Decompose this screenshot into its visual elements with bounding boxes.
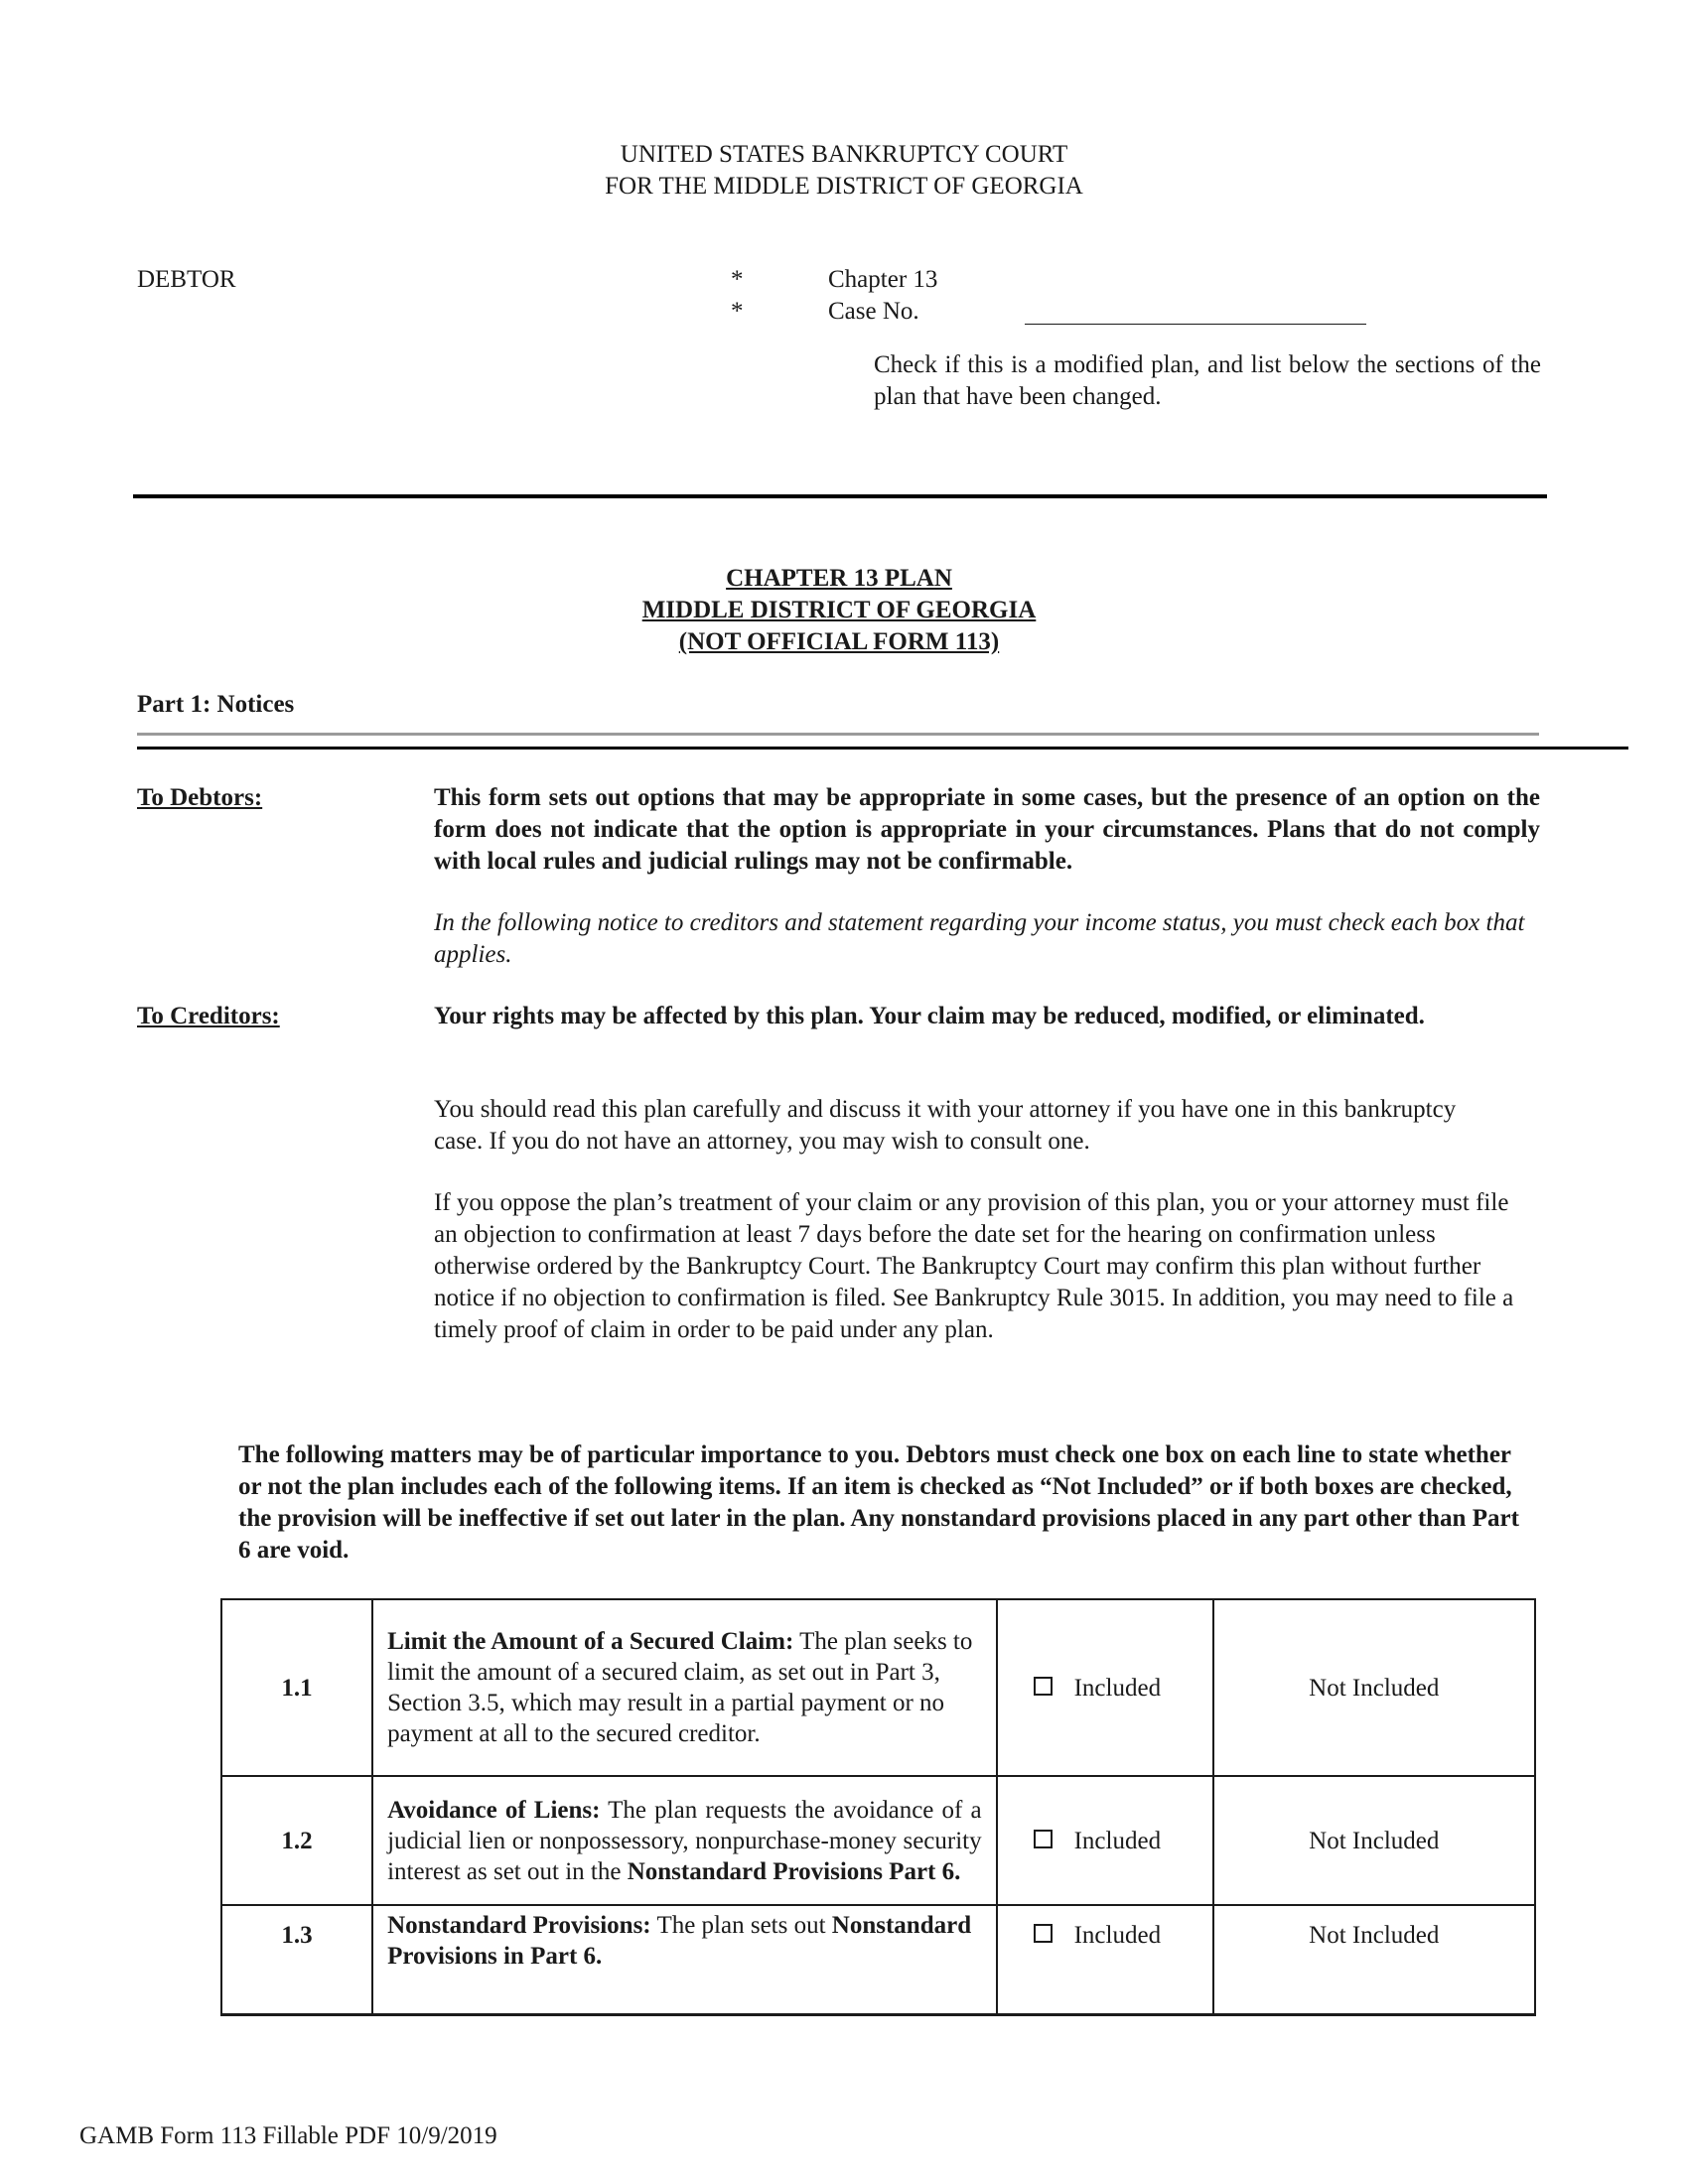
to-creditors-paragraph-2: If you oppose the plan’s treatment of your claim or any provision of this plan, you or your attorney must file an objection to confirmation at least 7 days before the date set for the hearing on confirmation unless otherwise ordered by the Bankruptcy Court. The Bankruptcy Court may confirm this plan without further notice if no objection to confirmation is filed. See Bankruptcy Rule 3015. In addition, you may need to file a timely proof of claim in order to be paid under any plan. [434, 1189, 1514, 1343]
included-label: Included [1073, 1674, 1162, 1702]
item-text: The plan requests the avoidance of a judicial lien or nonpossessory, nonpurchase-money security interest as set out in the [387, 1796, 982, 1885]
part1-rule [137, 747, 1628, 750]
included-checkbox[interactable] [1034, 1924, 1053, 1943]
case-number-field[interactable] [1025, 324, 1366, 325]
to-debtors-label: To Debtors: [137, 784, 263, 811]
included-label: Included [1073, 1922, 1162, 1949]
item-title: Limit the Amount of a Secured Claim: [387, 1628, 794, 1655]
table-row [221, 1599, 1535, 1776]
modified-plan-note: Check if this is a modified plan, and list below the sections of the plan that have been changed. [874, 351, 1541, 410]
to-creditors-paragraph-1: You should read this plan carefully and discuss it with your attorney if you have one in this bankruptcy case. If you do not have an attorney, you may wish to consult one. [434, 1096, 1457, 1155]
item-text: The plan seeks to limit the amount of a secured claim, as set out in Part 3, Section 3.5, which may result in a partial payment or no payment at all to the secured creditor. [387, 1628, 973, 1747]
matters-table [220, 1598, 1536, 2016]
court-header [0, 139, 1688, 203]
item-title: Nonstandard Provisions: [387, 1912, 651, 1939]
item-description [372, 1905, 997, 2014]
plan-title-line-2: MIDDLE DISTRICT OF GEORGIA [641, 597, 1037, 623]
caption-divider [133, 494, 1547, 498]
item-number: 1.1 [221, 1599, 372, 1776]
debtor-label: DEBTOR [137, 266, 236, 293]
to-creditors-label: To Creditors: [137, 1003, 280, 1029]
chapter-label: Chapter 13 [828, 266, 938, 293]
part1-grey-rule [137, 733, 1539, 736]
to-debtors-instructions: In the following notice to creditors and statement regarding your income status, you must check each box that applies. [434, 909, 1525, 968]
not-included-label: Not Included [1309, 1827, 1440, 1854]
to-debtors-text: This form sets out options that may be appropriate in some cases, but the presence of an option on the form does not indicate that the option is appropriate in your circumstances. Plans that do not comply with local rules and judicial rulings may not be confirmable. [434, 784, 1540, 875]
plan-title-line-3: (NOT OFFICIAL FORM 113) [678, 628, 1000, 655]
item-number: 1.2 [221, 1776, 372, 1905]
plan-title-line-1: CHAPTER 13 PLAN [726, 565, 952, 592]
caption-star-1: * [731, 266, 744, 293]
case-number-label: Case No. [828, 298, 919, 325]
caption-star-2: * [731, 298, 744, 325]
item-description [372, 1599, 997, 1776]
included-cell [997, 1776, 1213, 1905]
included-checkbox[interactable] [1034, 1677, 1053, 1696]
plan-title [0, 563, 1678, 658]
included-label: Included [1073, 1827, 1162, 1854]
part1-heading: Part 1: Notices [137, 691, 295, 718]
item-text-bold: Nonstandard Provisions in Part 6. [387, 1912, 972, 1970]
item-text: The plan sets out [650, 1912, 832, 1939]
included-checkbox[interactable] [1034, 1830, 1053, 1848]
court-name: UNITED STATES BANKRUPTCY COURT [620, 141, 1068, 168]
table-row [221, 1905, 1535, 2014]
item-description [372, 1776, 997, 1905]
not-included-label: Not Included [1309, 1674, 1440, 1702]
not-included-cell[interactable] [1213, 1776, 1535, 1905]
matters-intro: The following matters may be of particular importance to you. Debtors must check one box on each line to state whether or not the plan includes each of the following items. If an item is checked as “Not Included” or if both boxes are checked, the provision will be ineffective if set out later in the plan. Any nonstandard provisions placed in any part other than Part 6 are void. [238, 1441, 1519, 1564]
court-district: FOR THE MIDDLE DISTRICT OF GEORGIA [605, 173, 1083, 200]
to-creditors-warning: Your rights may be affected by this plan. Your claim may be reduced, modified, or eliminated. [434, 1003, 1425, 1029]
item-number: 1.3 [221, 1905, 372, 2014]
included-cell [997, 1599, 1213, 1776]
item-title: Avoidance of Liens: [387, 1796, 601, 1824]
form-footer: GAMB Form 113 Fillable PDF 10/9/2019 [79, 2122, 497, 2149]
item-text-bold: Nonstandard Provisions Part 6. [627, 1857, 961, 1885]
included-cell [997, 1905, 1213, 2014]
not-included-cell[interactable] [1213, 1599, 1535, 1776]
not-included-label: Not Included [1309, 1922, 1440, 1949]
table-row [221, 1776, 1535, 1905]
not-included-cell[interactable] [1213, 1905, 1535, 2014]
